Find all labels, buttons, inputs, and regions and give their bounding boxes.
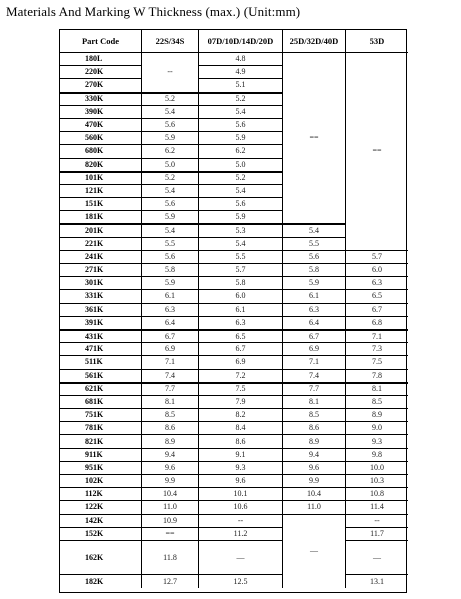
thickness-cell: 6.1 [142, 290, 199, 303]
thickness-cell: 5.6 [283, 251, 346, 264]
part-code-cell: 470K [60, 119, 142, 132]
part-code-cell: 390K [60, 106, 142, 119]
thickness-cell: 6.9 [142, 343, 199, 356]
part-code-cell: 560K [60, 132, 142, 145]
thickness-cell: 5.1 [199, 79, 283, 92]
thickness-cell: 10.9 [142, 515, 199, 528]
thickness-cell: 11.0 [283, 501, 346, 514]
part-code-cell: 361K [60, 304, 142, 317]
thickness-cell: 6.3 [346, 277, 408, 290]
thickness-cell: 11.7 [346, 528, 408, 541]
thickness-cell: 8.2 [199, 409, 283, 422]
thickness-cell: 5.6 [142, 251, 199, 264]
part-code-cell: 781K [60, 422, 142, 435]
thickness-cell: 8.9 [283, 435, 346, 448]
part-code-cell: 221K [60, 238, 142, 251]
header-07d-20d: 07D/10D/14D/20D [199, 30, 283, 53]
thickness-cell: 5.6 [199, 119, 283, 132]
thickness-cell: 6.2 [142, 145, 199, 158]
part-code-cell: 152K [60, 528, 142, 541]
part-code-cell: 511K [60, 356, 142, 369]
thickness-cell: 6.4 [142, 317, 199, 330]
part-code-cell: 112K [60, 488, 142, 501]
thickness-cell: 5.9 [142, 277, 199, 290]
part-code-cell: 751K [60, 409, 142, 422]
thickness-cell: 5.9 [142, 132, 199, 145]
part-code-cell: 681K [60, 396, 142, 409]
part-code-cell: 101K [60, 172, 142, 185]
thickness-cell: 9.8 [346, 449, 408, 462]
thickness-cell: 6.9 [199, 356, 283, 369]
part-code-cell: 122K [60, 501, 142, 514]
thickness-cell: 5.8 [199, 277, 283, 290]
thickness-cell: 9.3 [346, 435, 408, 448]
thickness-cell: — [346, 541, 408, 576]
thickness-cell: 8.9 [142, 435, 199, 448]
part-code-cell: 680K [60, 145, 142, 158]
thickness-cell: 6.5 [199, 330, 283, 343]
part-code-cell: 142K [60, 515, 142, 528]
thickness-cell: 10.4 [142, 488, 199, 501]
thickness-cell: 5.8 [283, 264, 346, 277]
header-25d-40d: 25D/32D/40D [283, 30, 346, 53]
thickness-cell: 5.6 [199, 198, 283, 211]
thickness-cell: 7.1 [142, 356, 199, 369]
thickness-cell: 9.9 [283, 475, 346, 488]
thickness-cell: 4.8 [199, 53, 283, 66]
thickness-cell: 5.6 [142, 119, 199, 132]
part-code-cell: 621K [60, 383, 142, 396]
thickness-cell: 5.2 [199, 93, 283, 106]
header-53d: 53D [346, 30, 408, 53]
merged-cell-col2-top: -- [142, 53, 199, 93]
thickness-cell: 5.4 [199, 106, 283, 119]
thickness-cell: 5.8 [142, 264, 199, 277]
page-title: Materials And Marking W Thickness (max.) (Unit:mm) [6, 4, 301, 19]
part-code-cell: 162K [60, 541, 142, 576]
part-code-cell: 241K [60, 251, 142, 264]
thickness-cell: 5.9 [199, 132, 283, 145]
part-code-cell: 121K [60, 185, 142, 198]
thickness-cell: 10.3 [346, 475, 408, 488]
thickness-cell: 7.7 [142, 383, 199, 396]
part-code-cell: 391K [60, 317, 142, 330]
thickness-cell: 8.5 [346, 396, 408, 409]
thickness-cell: -- [346, 515, 408, 528]
thickness-cell: 6.3 [199, 317, 283, 330]
merged-cell-col4-top: == [283, 53, 346, 224]
thickness-cell: 8.6 [199, 435, 283, 448]
thickness-cell: 6.7 [142, 330, 199, 343]
thickness-cell: 7.9 [199, 396, 283, 409]
thickness-cell: 10.8 [346, 488, 408, 501]
part-code-cell: 330K [60, 93, 142, 106]
thickness-cell: 11.4 [346, 501, 408, 514]
thickness-cell: 5.7 [346, 251, 408, 264]
part-code-cell: 102K [60, 475, 142, 488]
part-code-cell: 271K [60, 264, 142, 277]
thickness-cell: 7.4 [283, 370, 346, 383]
thickness-cell: 11.2 [199, 528, 283, 541]
thickness-cell: -- [199, 515, 283, 528]
part-code-cell: 180L [60, 53, 142, 66]
thickness-cell: 6.4 [283, 317, 346, 330]
thickness-cell: 8.6 [142, 422, 199, 435]
thickness-cell: 6.0 [199, 290, 283, 303]
part-code-cell: 820K [60, 159, 142, 172]
thickness-cell: 9.4 [283, 449, 346, 462]
thickness-cell: 9.9 [142, 475, 199, 488]
thickness-cell: 5.0 [199, 159, 283, 172]
thickness-cell: 5.7 [199, 264, 283, 277]
thickness-cell: 11.0 [142, 501, 199, 514]
thickness-cell: 6.1 [199, 304, 283, 317]
thickness-cell: 5.9 [283, 277, 346, 290]
thickness-cell: 10.0 [346, 462, 408, 475]
thickness-cell: 5.4 [199, 185, 283, 198]
merged-cell-col4-bottom: — [283, 515, 346, 589]
thickness-cell: 7.8 [346, 370, 408, 383]
thickness-cell: 7.7 [283, 383, 346, 396]
thickness-cell: 5.4 [142, 106, 199, 119]
thickness-cell: 6.3 [142, 304, 199, 317]
part-code-cell: 201K [60, 224, 142, 237]
thickness-cell: 9.6 [283, 462, 346, 475]
thickness-cell: 5.5 [283, 238, 346, 251]
part-code-cell: 270K [60, 79, 142, 92]
thickness-cell: 8.6 [283, 422, 346, 435]
header-22s-34s: 22S/34S [142, 30, 199, 53]
thickness-cell: 6.7 [346, 304, 408, 317]
thickness-cell: 6.5 [346, 290, 408, 303]
thickness-cell: 8.1 [142, 396, 199, 409]
thickness-cell: 6.0 [346, 264, 408, 277]
thickness-cell: 5.5 [199, 251, 283, 264]
thickness-cell: 10.4 [283, 488, 346, 501]
thickness-cell: 5.3 [199, 224, 283, 237]
thickness-cell: 5.9 [199, 211, 283, 224]
part-code-cell: 301K [60, 277, 142, 290]
thickness-cell: 5.0 [142, 159, 199, 172]
thickness-cell: 5.5 [142, 238, 199, 251]
thickness-cell: 7.3 [346, 343, 408, 356]
thickness-cell: 9.6 [199, 475, 283, 488]
thickness-cell: 7.5 [346, 356, 408, 369]
thickness-cell: == [142, 528, 199, 541]
thickness-cell: 5.4 [199, 238, 283, 251]
thickness-cell: 9.6 [142, 462, 199, 475]
thickness-cell: 10.1 [199, 488, 283, 501]
thickness-cell: 5.9 [142, 211, 199, 224]
thickness-cell: 8.4 [199, 422, 283, 435]
part-code-cell: 951K [60, 462, 142, 475]
thickness-cell: 6.7 [283, 330, 346, 343]
thickness-cell: 5.4 [142, 224, 199, 237]
thickness-cell: 7.2 [199, 370, 283, 383]
part-code-cell: 151K [60, 198, 142, 211]
part-code-cell: 821K [60, 435, 142, 448]
thickness-cell: 5.2 [142, 172, 199, 185]
thickness-cell: 5.2 [199, 172, 283, 185]
thickness-cell: 6.9 [283, 343, 346, 356]
thickness-cell: 8.5 [142, 409, 199, 422]
thickness-cell: 5.6 [142, 198, 199, 211]
part-code-cell: 911K [60, 449, 142, 462]
part-code-cell: 181K [60, 211, 142, 224]
part-code-cell: 431K [60, 330, 142, 343]
thickness-cell: 7.1 [283, 356, 346, 369]
part-code-cell: 331K [60, 290, 142, 303]
thickness-cell: 6.8 [346, 317, 408, 330]
part-code-cell: 561K [60, 370, 142, 383]
thickness-cell: 10.6 [199, 501, 283, 514]
thickness-cell: 9.1 [199, 449, 283, 462]
merged-cell-col5-top: == [346, 53, 408, 251]
part-code-cell: 471K [60, 343, 142, 356]
thickness-cell: 12.7 [142, 575, 199, 588]
thickness-cell: 11.8 [142, 541, 199, 576]
header-part-code: Part Code [60, 30, 142, 53]
part-code-cell: 220K [60, 66, 142, 79]
thickness-cell: 8.5 [283, 409, 346, 422]
thickness-cell: 6.1 [283, 290, 346, 303]
thickness-cell: 5.2 [142, 93, 199, 106]
thickness-cell: 4.9 [199, 66, 283, 79]
thickness-cell: 8.1 [283, 396, 346, 409]
thickness-cell: 6.2 [199, 145, 283, 158]
thickness-cell: 12.5 [199, 575, 283, 588]
part-code-cell: 182K [60, 575, 142, 588]
thickness-cell: — [199, 541, 283, 576]
thickness-cell: 9.3 [199, 462, 283, 475]
thickness-cell: 8.9 [346, 409, 408, 422]
thickness-cell: 5.4 [142, 185, 199, 198]
thickness-cell: 7.1 [346, 330, 408, 343]
thickness-cell: 8.1 [346, 383, 408, 396]
thickness-cell: 6.7 [199, 343, 283, 356]
thickness-cell: 7.5 [199, 383, 283, 396]
thickness-cell: 13.1 [370, 576, 384, 586]
thickness-table [59, 29, 407, 593]
thickness-cell: 7.4 [142, 370, 199, 383]
thickness-cell: 5.4 [283, 224, 346, 237]
thickness-cell: 9.4 [142, 449, 199, 462]
thickness-cell: 6.3 [283, 304, 346, 317]
thickness-cell: 9.0 [346, 422, 408, 435]
